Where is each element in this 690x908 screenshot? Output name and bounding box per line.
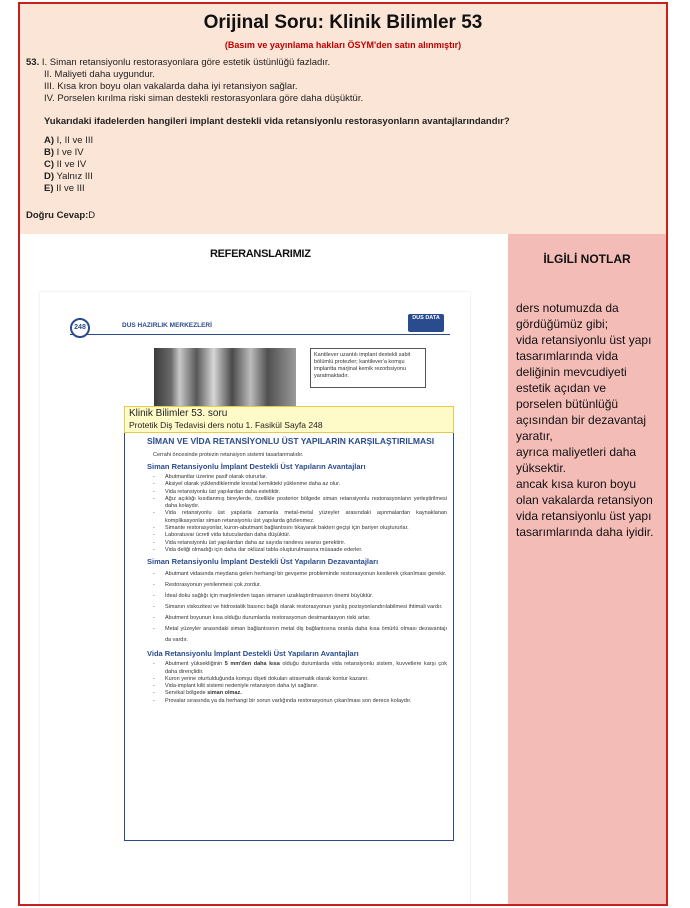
note-line: vida retansiyonlu üst yapı bbox=[516, 333, 652, 347]
list-item: - Simanın viskozitesi ve hidrostatik basıncı bağlı olarak restorasyonun yanlış pozisyonlandırılabilmesi ihtimali vardır. bbox=[165, 602, 447, 613]
list-item: - Vida retansiyonlu üst yapılardan daha az sayıda randevu seansı gerektirir. bbox=[165, 540, 447, 547]
xray-caption: Kantilever uzantılı implant destekli sabit bölümlü protezler; kantilever'a komşu implantta marjinal kemik rezorbsiyonu yaratmaktadır. bbox=[310, 348, 426, 388]
list-item: - Kuron yerine oturtulduğunda komşu dişeti dokuları atravmatik olarak kontur kazanır. bbox=[165, 676, 447, 683]
siman-disadvantages-list bbox=[147, 569, 447, 646]
list-item: - Restorasyonun yenilenmesi çok zordur. bbox=[165, 580, 447, 591]
document-frame bbox=[18, 2, 668, 906]
list-item: - Servikal bölgede siman olmaz. bbox=[165, 690, 447, 697]
notes-title: İLGİLİ NOTLAR bbox=[543, 252, 631, 266]
list-item: - Simante restorasyonlar, kuron-abutmant bağlantısını tıkayarak bakteri geçişi için bariyer oluştururlar. bbox=[165, 525, 447, 532]
note-line: yaratır, bbox=[516, 429, 553, 443]
vida-advantages-list bbox=[147, 661, 447, 705]
list-item: - Abutment boyunun kısa olduğu durumlarda restorasyonun desimantasyon riski artar. bbox=[165, 613, 447, 624]
book-page-header bbox=[70, 315, 450, 335]
list-item: - İdeal doku sağlığı için marjinlerden taşan simanın uzaklaştırılmasının önemi büyüktür. bbox=[165, 591, 447, 602]
option-b: B) I ve IV bbox=[44, 147, 84, 158]
reference-book-page bbox=[40, 292, 470, 904]
option-d: D) Yalnız III bbox=[44, 171, 93, 182]
answer-options bbox=[44, 135, 93, 195]
list-item: - Abutmant vidasında meydana gelen herhangi bir gevşeme probleminde restorasyonun kesilerek çıkarılması gerekir. bbox=[165, 569, 447, 580]
list-item: - Vida retansiyonlu üst yapılardan daha estetiktir. bbox=[165, 489, 447, 496]
xray-image bbox=[154, 348, 296, 414]
note-line: vida retansiyonlu üst yapı bbox=[516, 509, 652, 523]
option-c: C) II ve IV bbox=[44, 159, 87, 170]
list-item: - Abutment yüksekliğinin 5 mm'den daha kısa olduğu durumlarda vida retansiyonlu sistem, kuvvetlere karşı çok daha dirençlidir. bbox=[165, 661, 447, 676]
siman-advantages-list bbox=[147, 474, 447, 554]
question-statements bbox=[26, 57, 363, 105]
note-line: yüksektir. bbox=[516, 461, 567, 475]
list-item: - Provalar sırasında ya da herhangi bir sorun varlığında restorasyonun çıkarılması son derece kolaydır. bbox=[165, 698, 447, 705]
question-panel bbox=[20, 4, 666, 234]
copyright-notice: (Basım ve yayınlama hakları ÖSYM'den satın alınmıştır) bbox=[224, 40, 462, 50]
question-number: 53. bbox=[26, 57, 40, 68]
list-item: - Vida deliği olmadığı için daha dar oklüzal tabla oluşturulmasına müsaade ederler. bbox=[165, 547, 447, 554]
note-line: olan vakalarda retansiyon bbox=[516, 493, 653, 507]
book-logo: DUS DATA bbox=[408, 314, 444, 332]
note-line: ders notumuzda da bbox=[516, 301, 619, 315]
statement-2: II. Maliyeti daha uygundur. bbox=[44, 69, 155, 80]
option-e: E) II ve III bbox=[44, 183, 85, 194]
note-line: açısından bir dezavantaj bbox=[516, 413, 647, 427]
notes-panel bbox=[508, 234, 666, 906]
notes-text bbox=[516, 300, 664, 540]
correct-answer-value: D bbox=[88, 210, 96, 221]
list-item: - Aksiyel olarak yüklendiklerinde krestal kemikteki yüklenme daha az olur. bbox=[165, 481, 447, 488]
list-item: - Abutmantlar üzerine pasif olarak otururlar. bbox=[165, 474, 447, 481]
correct-answer: Doğru Cevap:D bbox=[26, 210, 96, 221]
list-item: - Vida-implant kilit sistemi nedeniyle retansiyon daha iyi sağlanır. bbox=[165, 683, 447, 690]
list-item: - Vida retansiyonlu üst yapılarla zamanla metal-metal yüzeyler arasındaki aşınmalardan kaynaklanan komplikasyonlar siman retansiyonlu üst yapılarda gözlenmez. bbox=[165, 510, 447, 525]
book-content bbox=[124, 433, 454, 841]
siman-advantages-title: Siman Retansiyonlu İmplant Destekli Üst Yapıların Avantajları bbox=[147, 462, 366, 471]
book-page-number: 248 bbox=[70, 318, 90, 338]
siman-disadvantages-title: Siman Retansiyonlu İmplant Destekli Üst Yapıların Dezavantajları bbox=[147, 557, 379, 567]
statement-3: III. Kısa kron boyu olan vakalarda daha iyi retansiyon sağlar. bbox=[44, 81, 298, 92]
statement-1: I. Siman retansiyonlu restorasyonlara göre estetik üstünlüğü fazladır. bbox=[41, 57, 331, 68]
book-intro: Cerrahi öncesinde protezin retansiyon sistemi tasarlanmalıdır. bbox=[153, 452, 304, 458]
highlight-box bbox=[124, 406, 454, 433]
note-line: ancak kısa kuron boyu bbox=[516, 477, 637, 491]
book-header-label: DUS HAZIRLIK MERKEZLERİ bbox=[122, 322, 212, 329]
list-item: - Metal yüzeyler arasındaki siman bağlantısının metal diş bağlantısına oranla daha kısa ömürlü olması dezavantajı da vardır. bbox=[165, 624, 447, 646]
question-stem: Yukarıdaki ifadelerden hangileri implant destekli vida retansiyonlu restorasyonların avantajlarındandır? bbox=[44, 116, 510, 127]
list-item: - Ağız açıklığı kısıtlanmış bireylerde, özellikle posterior bölgede siman retansiyonlu restorasyonların yerleştirilmesi daha kolaydır. bbox=[165, 496, 447, 511]
option-a: A) I, II ve III bbox=[44, 135, 94, 146]
note-line: deliğinin mevcudiyeti bbox=[516, 365, 627, 379]
note-line: estetik açıdan ve bbox=[516, 381, 607, 395]
book-section-title: SİMAN VE VİDA RETANSİYONLU ÜST YAPILARIN KARŞILAŞTIRILMASI bbox=[147, 436, 435, 446]
highlight-question-ref: Klinik Bilimler 53. soru bbox=[129, 408, 228, 419]
statement-4: IV. Porselen kırılma riski siman destekli restorasyonlara göre daha düşüktür. bbox=[44, 93, 364, 104]
highlight-source-ref: Protetik Diş Tedavisi ders notu 1. Fasikül Sayfa 248 bbox=[129, 420, 323, 430]
list-item: - Laboratuvar ücreti vida tutuculardan daha düşüktür. bbox=[165, 532, 447, 539]
note-line: tasarımlarında daha iyidir. bbox=[516, 525, 654, 539]
page-title: Orijinal Soru: Klinik Bilimler 53 bbox=[203, 12, 483, 33]
references-heading: REFERANSLARIMIZ bbox=[210, 248, 311, 260]
note-line: ayrıca maliyetleri daha bbox=[516, 445, 637, 459]
note-line: porselen bütünlüğü bbox=[516, 397, 619, 411]
note-line: gördüğümüz gibi; bbox=[516, 317, 609, 331]
note-line: tasarımlarında vida bbox=[516, 349, 619, 363]
vida-advantages-title: Vida Retansiyonlu İmplant Destekli Üst Yapıların Avantajları bbox=[147, 649, 359, 659]
